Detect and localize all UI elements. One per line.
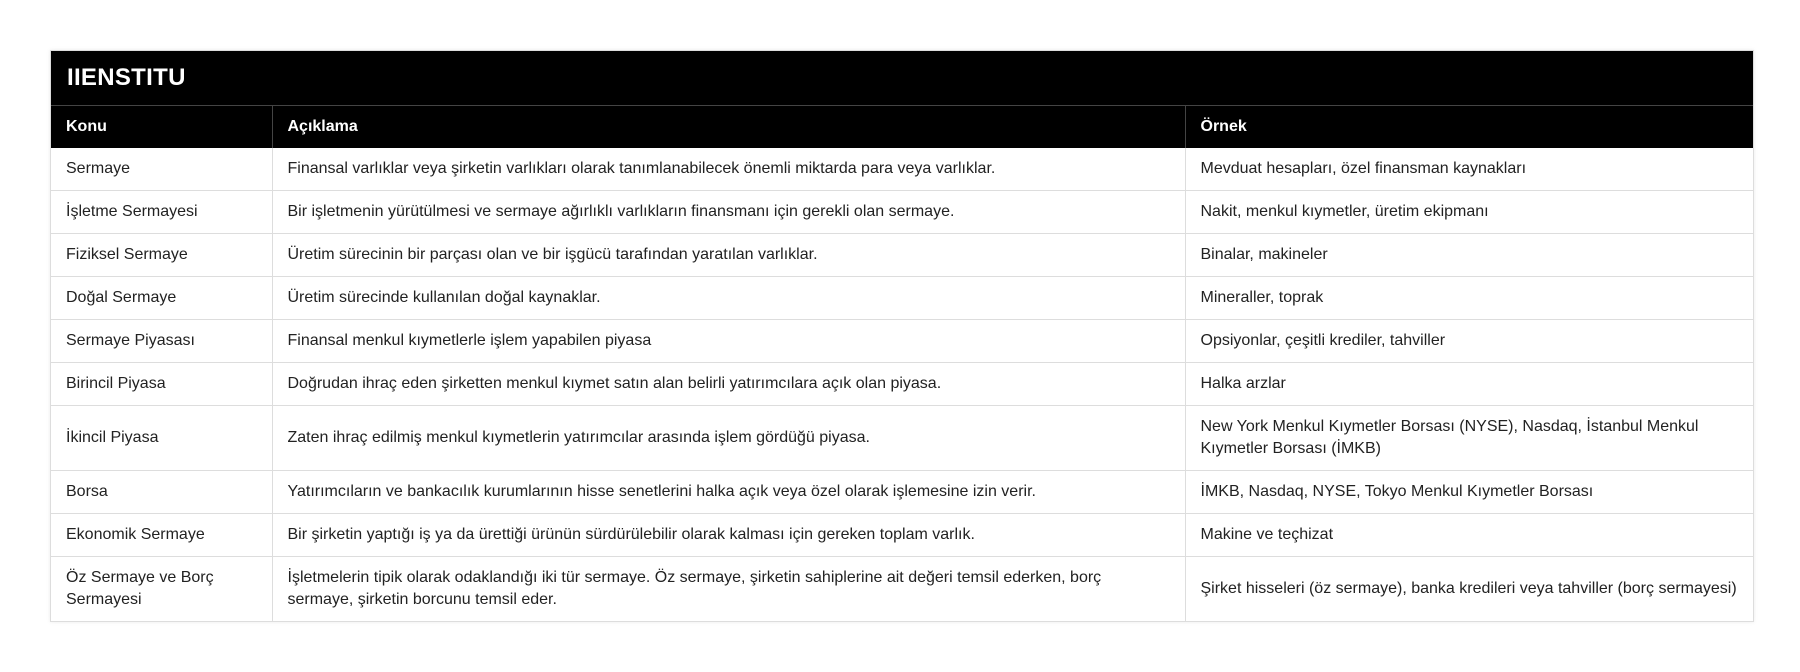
cell-aciklama: Doğrudan ihraç eden şirketten menkul kıymet satın alan belirli yatırımcılara açık olan piyasa. — [272, 363, 1185, 406]
table-row — [51, 514, 1753, 557]
cell-ornek: New York Menkul Kıymetler Borsası (NYSE), Nasdaq, İstanbul Menkul Kıymetler Borsası (İMKB) — [1185, 406, 1753, 471]
cell-ornek: Makine ve teçhizat — [1185, 514, 1753, 557]
cell-konu: Sermaye — [51, 148, 272, 191]
cell-aciklama: Bir işletmenin yürütülmesi ve sermaye ağırlıklı varlıkların finansmanı için gerekli olan sermaye. — [272, 191, 1185, 234]
cell-konu: Fiziksel Sermaye — [51, 234, 272, 277]
content-table-card — [50, 50, 1754, 622]
cell-konu: Birincil Piyasa — [51, 363, 272, 406]
table-row — [51, 191, 1753, 234]
cell-konu: Doğal Sermaye — [51, 277, 272, 320]
cell-konu: İkincil Piyasa — [51, 406, 272, 471]
table-row — [51, 234, 1753, 277]
cell-aciklama: İşletmelerin tipik olarak odaklandığı iki tür sermaye. Öz sermaye, şirketin sahiplerine ait değeri temsil ederken, borç sermaye, şirketin borcunu temsil eder. — [272, 557, 1185, 622]
cell-ornek: Mineraller, toprak — [1185, 277, 1753, 320]
column-header-konu: Konu — [51, 106, 272, 148]
cell-ornek: Halka arzlar — [1185, 363, 1753, 406]
table-row — [51, 320, 1753, 363]
brand-title: IIENSTITU — [51, 51, 1753, 106]
cell-aciklama: Finansal varlıklar veya şirketin varlıkları olarak tanımlanabilecek önemli miktarda para veya varlıklar. — [272, 148, 1185, 191]
cell-ornek: Mevduat hesapları, özel finansman kaynakları — [1200, 160, 1527, 177]
table-body — [51, 148, 1753, 621]
cell-konu: İşletme Sermayesi — [51, 191, 272, 234]
column-header-ornek: Örnek — [1185, 106, 1753, 148]
table-row — [51, 406, 1753, 471]
cell-konu: Öz Sermaye ve Borç Sermayesi — [51, 557, 272, 622]
table-header — [51, 106, 1753, 148]
cell-aciklama: Üretim sürecinin bir parçası olan ve bir işgücü tarafından yaratılan varlıklar. — [272, 234, 1185, 277]
cell-ornek: Opsiyonlar, çeşitli krediler, tahviller — [1185, 320, 1753, 363]
cell-aciklama: Yatırımcıların ve bankacılık kurumlarının hisse senetlerini halka açık veya özel olarak işlemesine izin verir. — [272, 471, 1185, 514]
cell-ornek: Nakit, menkul kıymetler, üretim ekipmanı — [1185, 191, 1753, 234]
cell-ornek: Binalar, makineler — [1185, 234, 1753, 277]
header-row — [51, 106, 1753, 148]
table-row — [51, 148, 1753, 191]
cell-konu: Ekonomik Sermaye — [51, 514, 272, 557]
cell-konu: Sermaye Piyasası — [51, 320, 272, 363]
cell-konu: Borsa — [51, 471, 272, 514]
table-row — [51, 557, 1753, 622]
table-row — [51, 471, 1753, 514]
data-table — [51, 106, 1753, 621]
table-row — [51, 363, 1753, 406]
cell-aciklama: Zaten ihraç edilmiş menkul kıymetlerin yatırımcılar arasında işlem gördüğü piyasa. — [272, 406, 1185, 471]
table-row — [51, 277, 1753, 320]
column-header-aciklama: Açıklama — [272, 106, 1185, 148]
cell-ornek: Şirket hisseleri (öz sermaye), banka kredileri veya tahviller (borç sermayesi) — [1185, 557, 1753, 622]
cell-ornek: İMKB, Nasdaq, NYSE, Tokyo Menkul Kıymetler Borsası — [1185, 471, 1753, 514]
cell-aciklama: Finansal menkul kıymetlerle işlem yapabilen piyasa — [272, 320, 1185, 363]
cell-aciklama: Üretim sürecinde kullanılan doğal kaynaklar. — [272, 277, 1185, 320]
cell-aciklama: Bir şirketin yaptığı iş ya da ürettiği ürünün sürdürülebilir olarak kalması için gereken toplam varlık. — [272, 514, 1185, 557]
